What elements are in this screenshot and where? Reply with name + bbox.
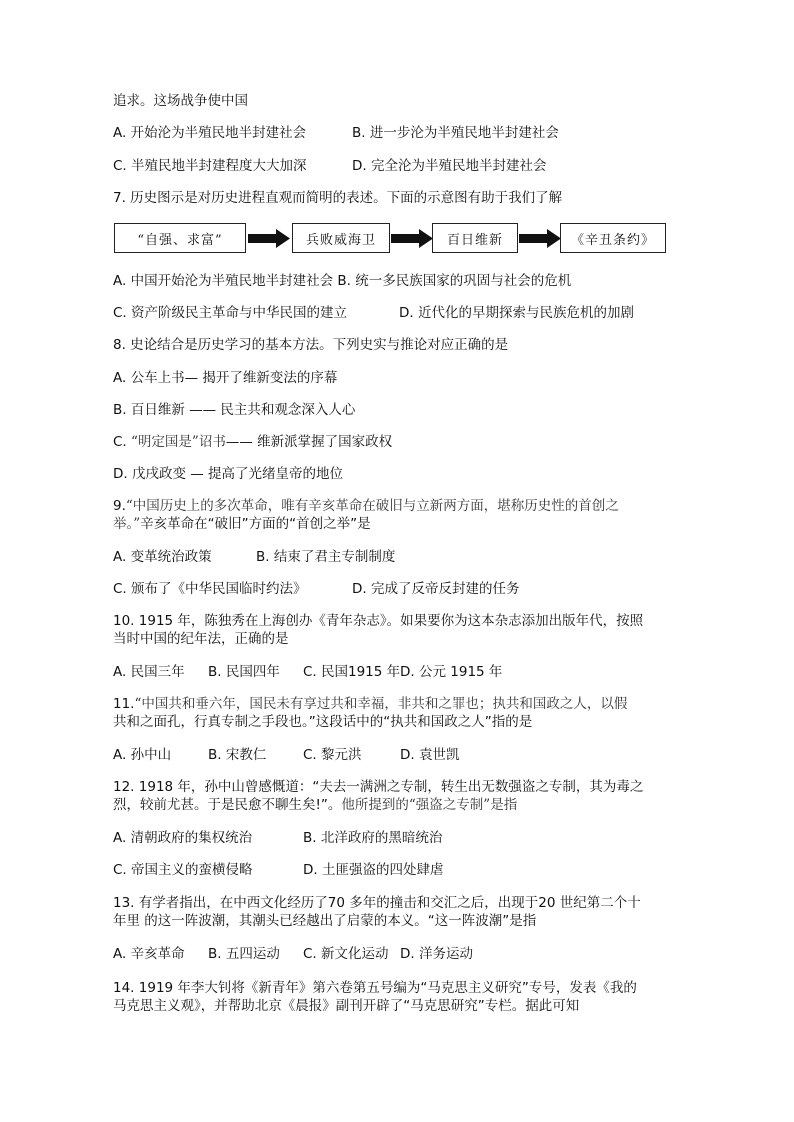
q6-option-b: B. 进一步沦为半殖民地半封建社会: [352, 125, 559, 141]
q11-stem-rest: 这段话中的“执共和国政之人”指的是: [315, 714, 533, 730]
q9-options-row1: [113, 549, 396, 565]
q12-stem-rest: 他所提到的“强盗之专制”是指: [341, 797, 518, 813]
q6-option-d: D. 完全沦为半殖民地半封建社会: [352, 158, 547, 174]
q8-stem: 8. 史论结合是历史学习的基本方法。下列史实与推论对应正确的是: [113, 337, 509, 353]
q12-stem-line2: [113, 797, 517, 813]
q11-option-a: A. 孙中山: [113, 747, 172, 763]
q10-options: [113, 664, 503, 680]
q10-stem-line1: 10. 1915 年，陈独秀在上海创办《青年杂志》。如果要你为这本杂志添加出版年代，按照: [113, 613, 644, 629]
q11-stem-line1: [113, 696, 627, 712]
q10-option-d: D. 公元 1915 年: [400, 664, 503, 680]
q13-stem-line1: 13. 有学者指出，在中西文化经历了70 多年的撞击和交汇之后，出现于20 世纪第二个十: [113, 895, 641, 911]
flow-box-4: 《辛丑条约》: [560, 223, 666, 253]
flow-arrow-1-icon: [248, 229, 290, 248]
q8-option-a: A. 公车上书— 揭开了维新变法的序幕: [113, 370, 338, 386]
q8-option-b: B. 百日维新 —— 民主共和观念深入人心: [113, 402, 356, 418]
q13-option-a: A. 辛亥革命: [113, 946, 185, 962]
q7-options-row2: [113, 305, 634, 321]
q9-options-row2: [113, 581, 520, 597]
flow-arrow-2-icon: [391, 229, 433, 248]
q8-option-c-quote: “明定国是”诏书: [131, 434, 226, 450]
q6-options-row2: [113, 158, 547, 174]
q9-option-d: D. 完成了反帝反封建的任务: [352, 581, 520, 597]
q10-stem-line2: 当时中国的纪年法，正确的是: [113, 631, 289, 647]
q7-option-d: D. 近代化的早期探索与民族危机的加剧: [399, 305, 634, 321]
flow-box-2: 兵败威海卫: [292, 223, 390, 253]
q12-option-a: A. 清朝政府的集权统治: [113, 830, 253, 846]
q6-option-a: A. 开始沦为半殖民地半封建社会: [113, 125, 307, 141]
q6-options-row1: [113, 125, 559, 141]
q13-stem-line2: 年里 的这一阵波潮，其潮头已经越出了启蒙的本义。“这一阵波潮”是指: [113, 913, 537, 929]
q8-option-c-rest: —— 维新派掌握了国家政权: [225, 434, 393, 450]
q7-flow-diagram: [114, 223, 668, 255]
q9-stem-rest: 辛亥革命在“破旧”方面的“首创之举”是: [140, 516, 371, 532]
q11-option-b: B. 宋教仁: [208, 747, 267, 763]
q9-option-a: A. 变革统治政策: [113, 549, 212, 565]
q10-option-a: A. 民国三年: [113, 664, 185, 680]
q9-option-b: B. 结束了君主专制制度: [256, 549, 396, 565]
q11-number: 11.: [113, 696, 135, 712]
q7-stem: 7. 历史图示是对历史进程直观而简明的表述。下面的示意图有助于我们了解: [113, 190, 563, 206]
q12-option-d: D. 土匪强盗的四处肆虐: [303, 862, 444, 878]
flow-box-3: 百日维新: [432, 223, 518, 253]
q8-option-d: D. 戊戌政变 — 提高了光绪皇帝的地位: [113, 466, 344, 482]
q11-options: [113, 747, 460, 763]
flow-box-1: “自强、求富”: [114, 223, 246, 253]
q12-options-row1: [113, 830, 443, 846]
q7-option-c: C. 资产阶级民主革命与中华民国的建立: [113, 305, 348, 321]
q13-options: [113, 946, 473, 962]
q14-stem-line1: 14. 1919 年李大钊将《新青年》第六卷第五号编为“马克思主义研究”专号，发表《我的: [113, 980, 637, 996]
flow-arrow-3-icon: [519, 229, 561, 248]
q9-stem-line2: [113, 516, 371, 532]
q11-option-d: D. 袁世凯: [400, 747, 460, 763]
q12-option-c: C. 帝国主义的蛮横侵略: [113, 862, 253, 878]
q11-stem-line2: [113, 714, 532, 730]
q10-option-c: C. 民国1915 年: [303, 664, 401, 680]
q11-option-c: C. 黎元洪: [303, 747, 362, 763]
q12-quote-2: 烈，较前尤甚。于是民愈不聊生矣!”。: [113, 797, 342, 813]
q11-quote-2: 共和之面孔，行真专制之手段也。”: [113, 714, 316, 730]
q9-option-c: C. 颁布了《中华民国临时约法》: [113, 581, 307, 597]
q12-stem-line1: 12. 1918 年，孙中山曾感慨道：“夫去一满洲之专制，转生出无数强盗之专制，其为毒之: [113, 779, 644, 795]
q9-quote-2: 举。”: [113, 516, 141, 532]
q11-quote-1: “中国共和垂六年，国民未有享过共和幸福，非共和之罪也；执共和国政之人，以假: [134, 696, 628, 712]
q8-option-c: [113, 434, 392, 450]
q13-option-b: B. 五四运动: [208, 946, 280, 962]
q9-quote-1: “中国历史上的多次革命，唯有辛亥革命在破旧与立新两方面，堪称历史性的首创之: [125, 498, 619, 514]
q14-stem-line2: 马克思主义观》，并帮助北京《晨报》副刊开辟了“马克思研究”专栏。据此可知: [113, 998, 580, 1014]
q10-option-b: B. 民国四年: [208, 664, 280, 680]
q9-number: 9.: [113, 498, 126, 514]
q12-options-row2: [113, 862, 444, 878]
q13-option-d: D. 洋务运动: [400, 946, 473, 962]
q12-option-b: B. 北洋政府的黑暗统治: [303, 830, 443, 846]
q7-options-ab: A. 中国开始沦为半殖民地半封建社会 B. 统一多民族国家的巩固与社会的危机: [113, 273, 572, 289]
q8-option-c-prefix: C.: [113, 434, 132, 450]
q9-stem-line1: [113, 498, 619, 514]
line-intro: 追求。这场战争使中国: [113, 93, 248, 109]
q6-option-c: C. 半殖民地半封建程度大大加深: [113, 158, 307, 174]
q13-option-c: C. 新文化运动: [303, 946, 389, 962]
